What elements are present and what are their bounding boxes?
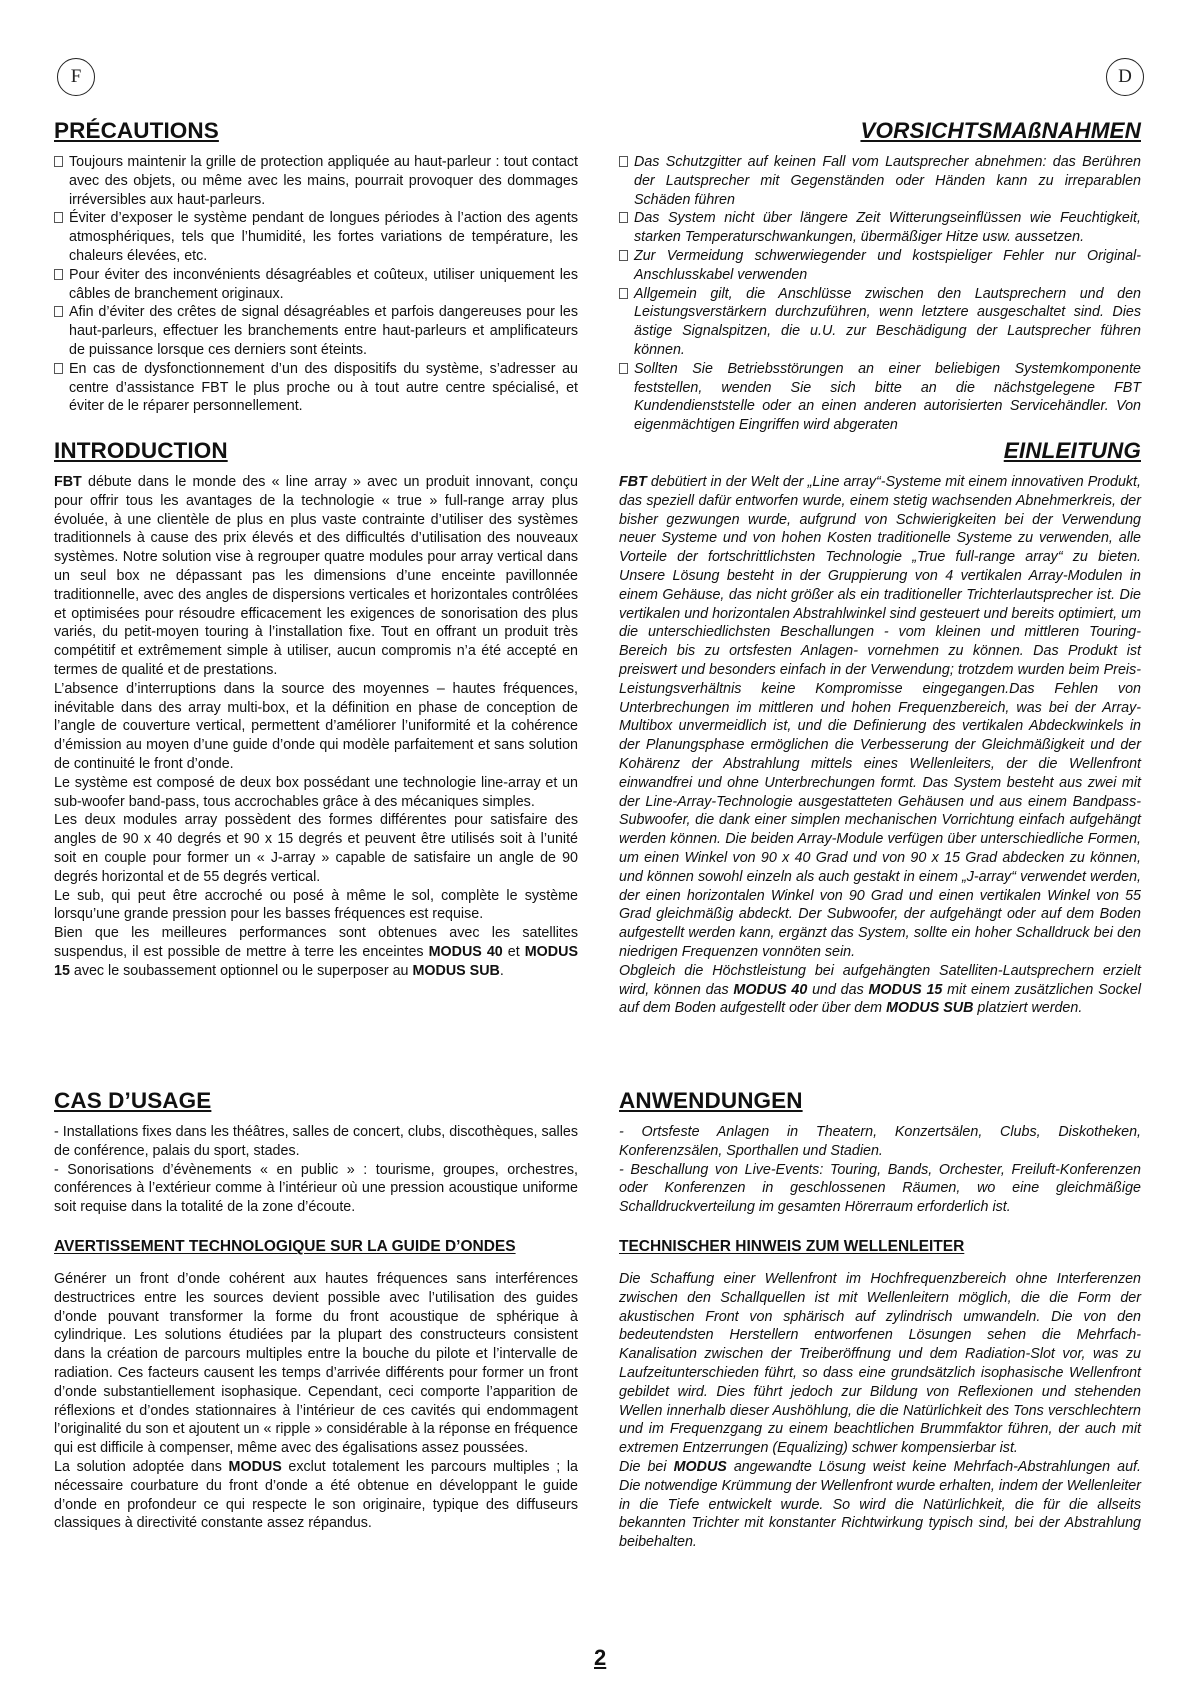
- intro-paragraph: Le système est composé de deux box possédant une technologie line-array et un sub-woofer band-pass, tous accrochables grâce à des mécaniques simples.: [54, 774, 578, 810]
- waveguide-paragraph: La solution adoptée dans MODUS exclut totalement les parcours multiples ; la nécessaire courbature du front d’onde a été obtenue en développant le guide d’onde en profondeur ce qui respecte le son originaire, typique des diffuseurs classiques à directivité constante assez répandus.: [54, 1458, 578, 1532]
- checkbox-bullet-icon: [619, 250, 628, 261]
- intro-paragraph: FBT débute dans le monde des « line array » avec un produit innovant, conçu pour offrir tous les avantages de la technologie « true » full-range array plus évoluée, à une clientèle de plus en plus vaste contrainte d’utiliser des systèmes traditionnels à cause des prix élevés et des difficultés d’utilisation des nouveaux systèmes. Notre solution vise à regrouper quatre modules pour array vertical dans un seul box ne dépassant pas les dimensions d’une enceinte pavillonnée traditionnelle, avec des angles de dispersions verticales et horizontales contrôlées et optimisées pour résoudre efficacement les exigences de sonorisation des plus variés, du petit-moyen touring à l’installation fixe. Tout en offrant un produit très compétitif et extrêmement simple à utiliser, aucun compromis n’a été accepté en termes de qualité et de prestations.: [54, 474, 578, 678]
- usage-item: - Beschallung von Live-Events: Touring, Bands, Orchester, Freiluft-Konferenzen oder Konferenzen in geschlossenen Räumen, wo eine gleichmäßige Schalldruckverteilung im gesamten Hörerraum erforderlich ist.: [619, 1161, 1141, 1216]
- waveguide-heading-de: TECHNISCHER HINWEIS ZUM WELLENLEITER: [619, 1238, 965, 1255]
- precaution-item: Zur Vermeidung schwerwiegender und kostspieliger Fehler nur Original-Anschlusskabel verwenden: [619, 247, 1141, 285]
- intro-paragraph: Bien que les meilleures performances sont obtenues avec les satellites suspendus, il est possible de mettre à terre les enceintes MODUS 40 et MODUS 15 avec le soubassement optionnel ou le superposer au MODUS SUB.: [54, 925, 578, 979]
- introduction-section-de: [619, 438, 1141, 1088]
- language-badge-french: F: [57, 58, 95, 96]
- precaution-item: Allgemein gilt, die Anschlüsse zwischen den Lautsprechern und den Leistungsverstärkern durchzuführen, wenn letztere ausgeschaltet sind. Dies ästige Signalspitzen, die u.U. zur Beschädigung der Lautsprecher führen können.: [619, 285, 1141, 360]
- language-badge-german: D: [1106, 58, 1144, 96]
- checkbox-bullet-icon: [54, 363, 63, 374]
- intro-paragraph: Les deux modules array possèdent des formes différentes pour satisfaire des angles de 90 x 40 degrés et 90 x 15 degrés et peuvent être utilisés soit à l’unité soit en couple pour former un « J-array » capable de satisfaire un angle de 90 degrés horizontal et de 55 degrés vertical.: [54, 812, 578, 885]
- waveguide-paragraph: Die bei MODUS angewandte Lösung weist keine Mehrfach-Abstrahlungen auf. Die notwendige Krümmung der Wellenfront wurde erhalten, indem der Wellenleiter in die Tiefe entwickelt wurde. So wird die Natürlichkeit, die für die allseits bekannten Trichter mit konstanter Richtwirkung typisch sind, bei der Abstrahlung beibehalten.: [619, 1458, 1141, 1551]
- precaution-item: Das System nicht über längere Zeit Witterungseinflüssen wie Feuchtigkeit, starken Temperaturschwankungen, übermäßiger Hitze usw. aussetzen.: [619, 209, 1141, 247]
- intro-paragraph: Obgleich die Höchstleistung bei aufgehängten Satelliten-Lautsprechern erzielt wird, können das MODUS 40 und das MODUS 15 mit einem zusätzlichen Sockel auf dem Boden aufgestellt oder über dem MODUS SUB platziert werden.: [619, 962, 1142, 1017]
- usage-section-de: [619, 1088, 1141, 1238]
- precaution-item: Sollten Sie Betriebsstörungen an einer beliebigen Systemkomponente feststellen, wenden Sie sich bitte an die nächstgelegene FBT Kundendienststelle oder an einen anderen autorisierten Servicehändler. Von eigenmächtigen Eingriffen wird abgeraten: [619, 360, 1141, 435]
- intro-paragraph: L’absence d’interruptions dans la source des moyennes – hautes fréquences, inévitable dans des array multi-box, et la définition en phase de conception de l’angle de couverture vertical, permettent d’améliorer l’uniformité et la cohérence d’émission au moyen d’une guide d’onde qui modèle parfaitement et sans solution de continuité le front d’onde.: [54, 680, 578, 772]
- german-column: [619, 118, 1141, 1552]
- waveguide-paragraph: Générer un front d’onde cohérent aux hautes fréquences sans interférences destructrices entre les sources devient possible avec l’utilisation des guides d’onde pouvant transformer la forme du front acoustique de sphérique à cylindrique. Les solutions étudiées par la plupart des constructeurs consistent dans la création de parcours multiples entre la bouche du pilote et l’intervalle de radiation. Ces facteurs causent les temps d’arrivée différents pour former un front d’onde substantiellement isophasique. Cependant, ceci comporte l’apparition de réflexions et d’ondes stationnaires à l’intérieur de ces cavités qui endommagent l’originalité du son et ajoutent un « ripple » considérable à la réponse en fréquence qui est difficile à compenser, même avec des égalisations assez poussées.: [54, 1271, 578, 1457]
- precaution-item: Das Schutzgitter auf keinen Fall vom Lautsprecher abnehmen: das Berühren der Lautsprecher mit Gegenständen oder Händen kann zu irreparablen Schäden führen: [619, 153, 1141, 209]
- usage-heading-fr: CAS D’USAGE: [54, 1088, 212, 1113]
- precautions-section-de: [619, 118, 1141, 438]
- usage-item: - Installations fixes dans les théâtres, salles de concert, clubs, discothèques, salles de conférence, palais du sport, stades.: [54, 1124, 578, 1159]
- introduction-heading-de: EINLEITUNG: [1003, 438, 1141, 463]
- french-column: [54, 118, 578, 1533]
- precaution-item: Pour éviter des inconvénients désagréables et coûteux, utiliser uniquement les câbles de branchement originaux.: [54, 266, 578, 304]
- introduction-section-fr: [54, 438, 578, 1088]
- intro-paragraph: Le sub, qui peut être accroché ou posé à même le sol, complète le système lorsqu’une grande pression pour les basses fréquences est requise.: [54, 887, 578, 923]
- checkbox-bullet-icon: [54, 269, 63, 280]
- waveguide-section-de: [619, 1238, 1141, 1552]
- usage-heading-de: ANWENDUNGEN: [619, 1088, 803, 1113]
- precaution-item: Toujours maintenir la grille de protection appliquée au haut-parleur : tout contact avec des objets, ou même avec les mains, pourrait provoquer des dommages irréversibles aux haut-parleurs.: [54, 153, 578, 209]
- precaution-item: Afin d’éviter des crêtes de signal désagréables et parfois dangereuses pour les haut-parleurs, effectuer les branchements entre haut-parleurs et amplificateurs de puissance lorsque ces derniers sont éteints.: [54, 303, 578, 359]
- waveguide-heading-fr: AVERTISSEMENT TECHNOLOGIQUE SUR LA GUIDE D’ONDES: [54, 1238, 516, 1255]
- usage-item: - Sonorisations d’évènements « en public » : tourisme, groupes, orchestres, conférences à l’extérieur comme à l’intérieur où une pression acoustique uniforme soit requise dans la totalité de la zone d’écoute.: [54, 1161, 578, 1216]
- waveguide-section-fr: [54, 1238, 578, 1533]
- checkbox-bullet-icon: [54, 212, 63, 223]
- introduction-heading-fr: INTRODUCTION: [54, 438, 228, 463]
- usage-section-fr: [54, 1088, 578, 1238]
- checkbox-bullet-icon: [619, 288, 628, 299]
- precautions-heading-de: VORSICHTSMAßNAHMEN: [860, 118, 1141, 143]
- precautions-heading-fr: PRÉCAUTIONS: [54, 118, 219, 143]
- intro-paragraph: FBT debütiert in der Welt der „Line array“-Systeme mit einem innovativen Produkt, das speziell dafür entworfen wurde, einem stetig wachsenden Abnehmerkreis, der bisher gezwungen wurde, aufgrund von Schwierigkeiten bei der Verwendung neuer Systeme und von hohen Kosten traditionelle Systeme zu verwenden, alle Vorteile der fortschrittlichsten Technologie „True full-range array“ zu bieten. Unsere Lösung besteht in der Gruppierung von 4 vertikalen Array-Modulen in einem Gehäuse, das nicht größer als ein traditioneller Trichterlautsprecher ist. Die vertikalen und horizontalen Abstrahlwinkel sind gesteuert und bereits optimiert, um die unterschiedlichsten Beschallungen - vom kleinen und mittleren Touring-Bereich bis zu ortsfesten Anlagen- vornehmen zu können. Das Produkt ist preiswert und besonders einfach in der Verwendung; trotzdem wurden beim Preis-Leistungsverhältnis keine Kompromisse eingegangen.Das Fehlen von Unterbrechungen im mittleren und hohen Frequenzbereich, was bei der Array-Multibox unvermeidlich ist, und die Definierung des vertikalen Abdeckwinkels in der Planungsphase ermöglichen die Verbesserung der Gleichmäßigkeit und der Kohärenz der Abstrahlung mittels eines Wellenleiters, der die Wellenfront einwandfrei und ohne Unterbrechungen formt. Das System besteht aus zwei mit der Line-Array-Technologie ausgestatteten Gehäusen und aus einem Bandpass-Subwoofer, die dank einer simplen mechanischen Vorrichtung einfach aufgehängt werden können. Die beiden Array-Module verfügen über unterschiedliche Formen, um einen Winkel von 90 x 40 Grad und von 90 x 15 Grad abdecken zu können, und können sowohl einzeln als auch gestakt in einem „J-array“ verwendet werden, der einen horizontalen Winkel von 90 Grad und einen vertikalen Winkel von 55 Grad gleichmäßig abdeckt. Der Subwoofer, der aufgehängt oder auf dem Boden aufgestellt werden kann, ergänzt das System, sollte ein hoher Schalldruck bei den niedrigen Frequenzen vonnöten sein.: [619, 474, 1141, 960]
- checkbox-bullet-icon: [619, 156, 628, 167]
- precautions-section-fr: [54, 118, 578, 438]
- precaution-item: En cas de dysfonctionnement d’un des dispositifs du système, s’adresser au centre d’assistance FBT le plus proche ou à tout autre centre spécialisé, et éviter de le réparer personnellement.: [54, 360, 578, 416]
- checkbox-bullet-icon: [619, 363, 628, 374]
- page-number: 2: [594, 1645, 607, 1670]
- checkbox-bullet-icon: [54, 306, 63, 317]
- precaution-item: Éviter d’exposer le système pendant de longues périodes à l’action des agents atmosphériques, tels que l’humidité, les fortes variations de température, les chaleurs élevées, etc.: [54, 209, 578, 265]
- waveguide-paragraph: Die Schaffung einer Wellenfront im Hochfrequenzbereich ohne Interferenzen zwischen den Schallquellen ist mit Wellenleitern möglich, die die Form der akustischen Front von sphärisch auf zylindrisch umwandeln. Die von den bedeutendsten Herstellern entworfenen Lösungen sehen die Mehrfach-Kanalisation zwischen der Treiberöffnung und dem Radiation-Slot vor, was zu Laufzeitunterschieden führt, so dass eine grundsätzlich isophasische Wellenfront gebildet wird. Dies führt jedoch zur Bildung von Reflexionen und stehenden Wellen innerhalb dieser Aushöhlung, die die Natürlichkeit des Tons verschlechtern und im Frequenzgang zu einem beachtlichen Brummfaktor führen, der auch mit extremen Entzerrungen (Equalizing) schwer kompensierbar ist.: [619, 1271, 1141, 1457]
- usage-item: - Ortsfeste Anlagen in Theatern, Konzertsälen, Clubs, Diskotheken, Konferenzsälen, Sporthallen und Stadien.: [619, 1124, 1141, 1159]
- checkbox-bullet-icon: [54, 156, 63, 167]
- checkbox-bullet-icon: [619, 212, 628, 223]
